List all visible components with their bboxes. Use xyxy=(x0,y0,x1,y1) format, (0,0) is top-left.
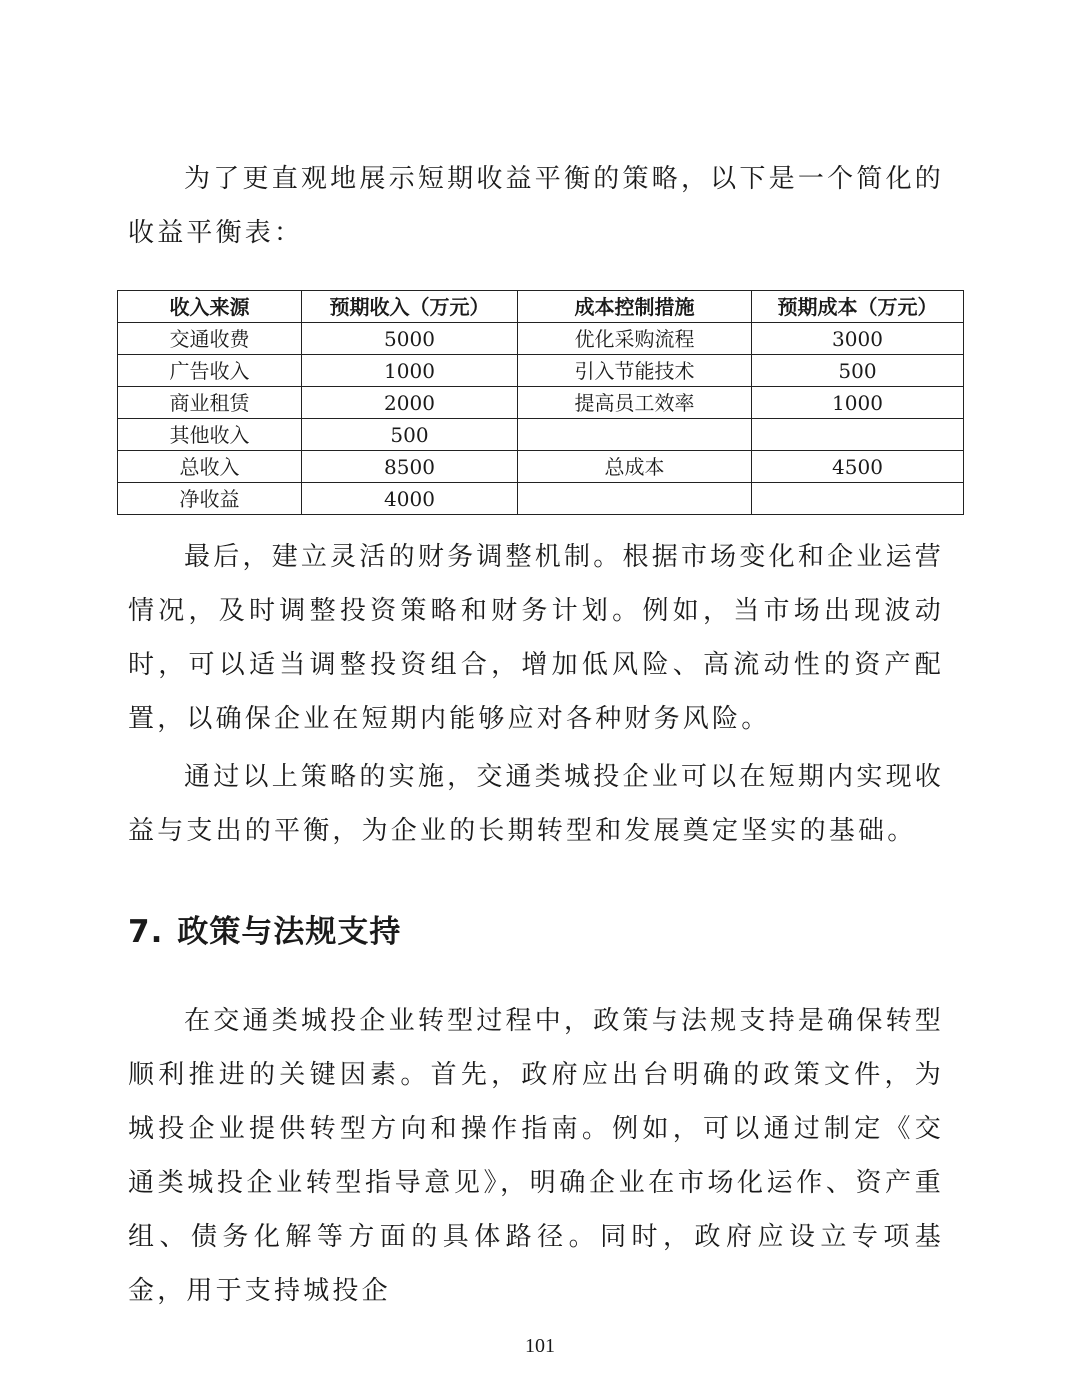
table-row xyxy=(118,419,964,451)
table-cell: 净收益 xyxy=(118,483,302,515)
table-cell: 500 xyxy=(302,419,518,451)
table-cell: 广告收入 xyxy=(118,355,302,387)
header-expected-cost: 预期成本（万元） xyxy=(752,291,964,323)
table-cell: 4500 xyxy=(752,451,964,483)
section-heading xyxy=(128,908,401,956)
table-row xyxy=(118,483,964,515)
table-cell: 总收入 xyxy=(118,451,302,483)
table-cell: 总成本 xyxy=(518,451,752,483)
table-row xyxy=(118,451,964,483)
table-cell: 2000 xyxy=(302,387,518,419)
table-cell: 优化采购流程 xyxy=(518,323,752,355)
table-cell: 提高员工效率 xyxy=(518,387,752,419)
revenue-balance-table xyxy=(117,290,964,515)
table-cell xyxy=(752,419,964,451)
table-cell: 1000 xyxy=(302,355,518,387)
table-cell: 4000 xyxy=(302,483,518,515)
header-cost-control: 成本控制措施 xyxy=(518,291,752,323)
table-cell: 交通收费 xyxy=(118,323,302,355)
table-cell: 引入节能技术 xyxy=(518,355,752,387)
section-title: 政策与法规支持 xyxy=(177,914,402,950)
table-header-row xyxy=(118,291,964,323)
table-row xyxy=(118,387,964,419)
header-expected-income: 预期收入（万元） xyxy=(302,291,518,323)
conclusion-paragraph: 通过以上策略的实施，交通类城投企业可以在短期内实现收益与支出的平衡，为企业的长期转型和发展奠定坚实的基础。 xyxy=(128,762,944,846)
table-cell: 3000 xyxy=(752,323,964,355)
table-cell: 8500 xyxy=(302,451,518,483)
section-number: 7. xyxy=(128,914,164,950)
table-cell: 5000 xyxy=(302,323,518,355)
table-cell xyxy=(518,419,752,451)
table-cell: 500 xyxy=(752,355,964,387)
page-number: 101 xyxy=(525,1335,555,1357)
table-cell xyxy=(752,483,964,515)
table-cell xyxy=(518,483,752,515)
intro-paragraph: 为了更直观地展示短期收益平衡的策略，以下是一个简化的收益平衡表： xyxy=(128,164,944,248)
table-cell: 商业租赁 xyxy=(118,387,302,419)
table-cell: 1000 xyxy=(752,387,964,419)
policy-paragraph: 在交通类城投企业转型过程中，政策与法规支持是确保转型顺利推进的关键因素。首先，政府应出台明确的政策文件，为城投企业提供转型方向和操作指南。例如，可以通过制定《交通类城投企业转型指导意见》，明确企业在市场化运作、资产重组、债务化解等方面的具体路径。同时，政府应设立专项基金，用于支持城投企 xyxy=(128,1006,944,1306)
header-income-source: 收入来源 xyxy=(118,291,302,323)
table-row xyxy=(118,355,964,387)
table-cell: 其他收入 xyxy=(118,419,302,451)
table-row xyxy=(118,323,964,355)
adjustment-paragraph: 最后，建立灵活的财务调整机制。根据市场变化和企业运营情况，及时调整投资策略和财务计划。例如，当市场出现波动时，可以适当调整投资组合，增加低风险、高流动性的资产配置，以确保企业在短期内能够应对各种财务风险。 xyxy=(128,542,944,734)
